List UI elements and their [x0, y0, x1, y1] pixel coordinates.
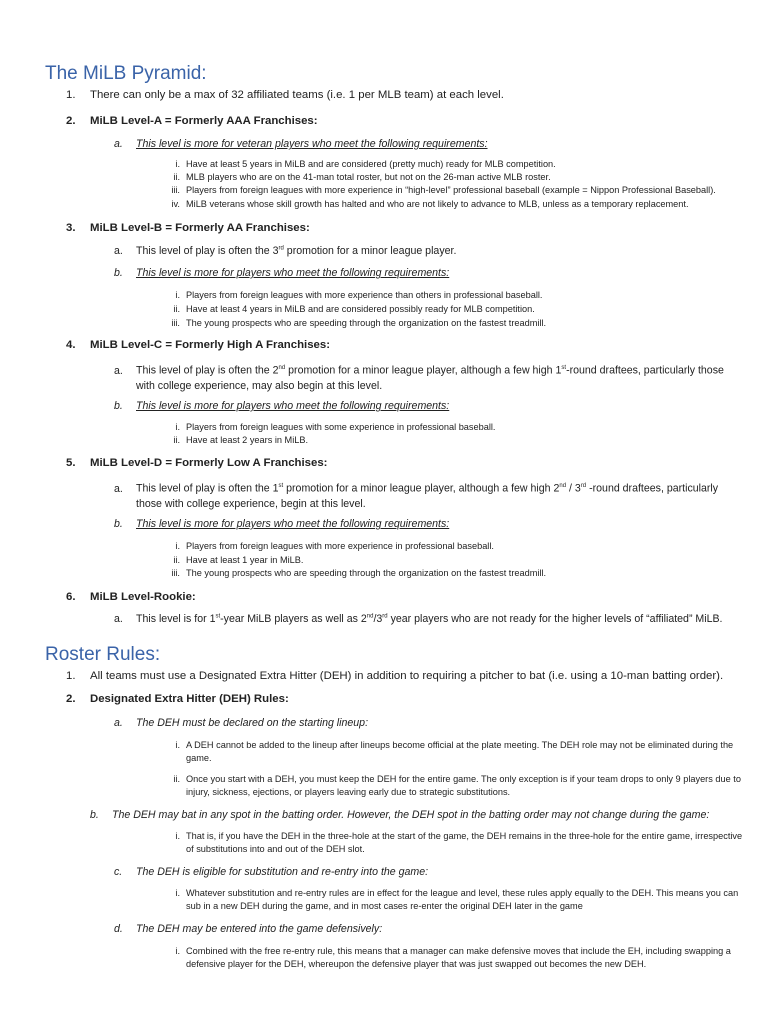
list-item: ii. Have at least 2 years in MiLB. [173, 435, 309, 445]
section-title-roster: Roster Rules: [45, 644, 161, 665]
list-item: i. Players from foreign leagues with more experience than others in professional baseball. [175, 290, 543, 300]
list-heading-level-d: 5. MiLB Level-D = Formerly Low A Franchises: [66, 457, 328, 469]
list-item: i. Players from foreign leagues with some experience in professional baseball. [175, 422, 496, 432]
list-item: iii. The young prospects who are speeding through the organization on the fastest treadmill. [171, 568, 547, 578]
section-title-pyramid: The MiLB Pyramid: [45, 63, 207, 84]
sub-item: a. This level is more for veteran players who meet the following requirements: [114, 138, 488, 150]
sub-item: a. The DEH must be declared on the starting lineup: [114, 717, 369, 729]
sub-item: b. The DEH may bat in any spot in the batting order. However, the DEH spot in the batting order may not change during the game: [90, 809, 710, 821]
list-item: 1. All teams must use a Designated Extra Hitter (DEH) in addition to requiring a pitcher to bat (i.e. using a 10-man batting order). [66, 670, 724, 682]
sub-item: d. The DEH may be entered into the game defensively: [114, 923, 383, 935]
list-item: iii. The young prospects who are speeding through the organization on the fastest treadmill. [171, 318, 547, 328]
sub-item: c. The DEH is eligible for substitution and re-entry into the game: [114, 866, 429, 878]
list-item: i. That is, if you have the DEH in the three-hole at the start of the game, the DEH remains in the three-hole for the entire game, irrespective of substitutions into and out of the DEH slot. [175, 831, 743, 854]
sub-item: b. This level is more for players who meet the following requirements: [114, 518, 450, 530]
list-item: i. Combined with the free re-entry rule, this means that a manager can make defensive moves that include the EH, including swapping a defensive player for the DEH, whereupon the defensive player that was just swapped out becomes the new DEH. [175, 946, 731, 969]
list-heading-deh-rules: 2. Designated Extra Hitter (DEH) Rules: [66, 693, 289, 705]
list-item: iii. Players from foreign leagues with more experience in “high-level” professional baseball (example = Nippon Professional Baseball). [171, 185, 716, 195]
list-item: i. Players from foreign leagues with more experience in professional baseball. [175, 541, 494, 551]
sub-item: a. This level of play is often the 1st promotion for a minor league player, although a few high 2nd / 3rd -round draftees, particularly those with college experience, begin at this level. [114, 482, 719, 510]
sub-item: a. This level of play is often the 2nd promotion for a minor league player, although a few high 1st-round draftees, particularly those with college experience, may also begin at this level. [114, 364, 724, 392]
list-item: ii. Have at least 1 year in MiLB. [173, 555, 304, 565]
list-heading-level-a: 2. MiLB Level-A = Formerly AAA Franchises: [66, 115, 318, 127]
list-heading-level-rookie: 6. MiLB Level-Rookie: [66, 591, 196, 603]
list-item: ii. Have at least 4 years in MiLB and are considered possibly ready for MLB competition. [173, 304, 535, 314]
list-heading-level-b: 3. MiLB Level-B = Formerly AA Franchises: [66, 222, 310, 234]
sub-item: a. This level is for 1st-year MiLB players as well as 2nd/3rd year players who are not ready for the higher levels of “affiliated” MiLB. [114, 613, 723, 625]
sub-item: b. This level is more for players who meet the following requirements: [114, 267, 450, 279]
list-item: i. Have at least 5 years in MiLB and are considered (pretty much) ready for MLB competition. [175, 159, 556, 169]
list-heading-level-c: 4. MiLB Level-C = Formerly High A Franchises: [66, 339, 330, 351]
list-item: ii. Once you start with a DEH, you must keep the DEH for the entire game. The only exception is if your team drops to only 9 players due to injury, sickness, ejections, or players leaving early due to strategic substitutions. [173, 774, 741, 797]
list-item: iv. MiLB veterans whose skill growth has halted and who are not likely to advance to MLB, unless as a temporary replacement. [171, 199, 689, 209]
list-item: i. Whatever substitution and re-entry rules are in effect for the league and level, these rules apply equally to the DEH. This means you can sub in a new DEH during the game, and in most cases re-enter the original DEH later in the game [175, 888, 739, 911]
list-item: i. A DEH cannot be added to the lineup after lineups become official at the plate meeting. The DEH role may not be eliminated during the game. [175, 740, 734, 763]
list-item: ii. MLB players who are on the 41-man total roster, but not on the 26-man active MLB roster. [173, 172, 551, 182]
sub-item: a. This level of play is often the 3rd promotion for a minor league player. [114, 245, 457, 257]
sub-item: b. This level is more for players who meet the following requirements: [114, 400, 450, 412]
list-item: 1. There can only be a max of 32 affiliated teams (i.e. 1 per MLB team) at each level. [66, 89, 504, 101]
